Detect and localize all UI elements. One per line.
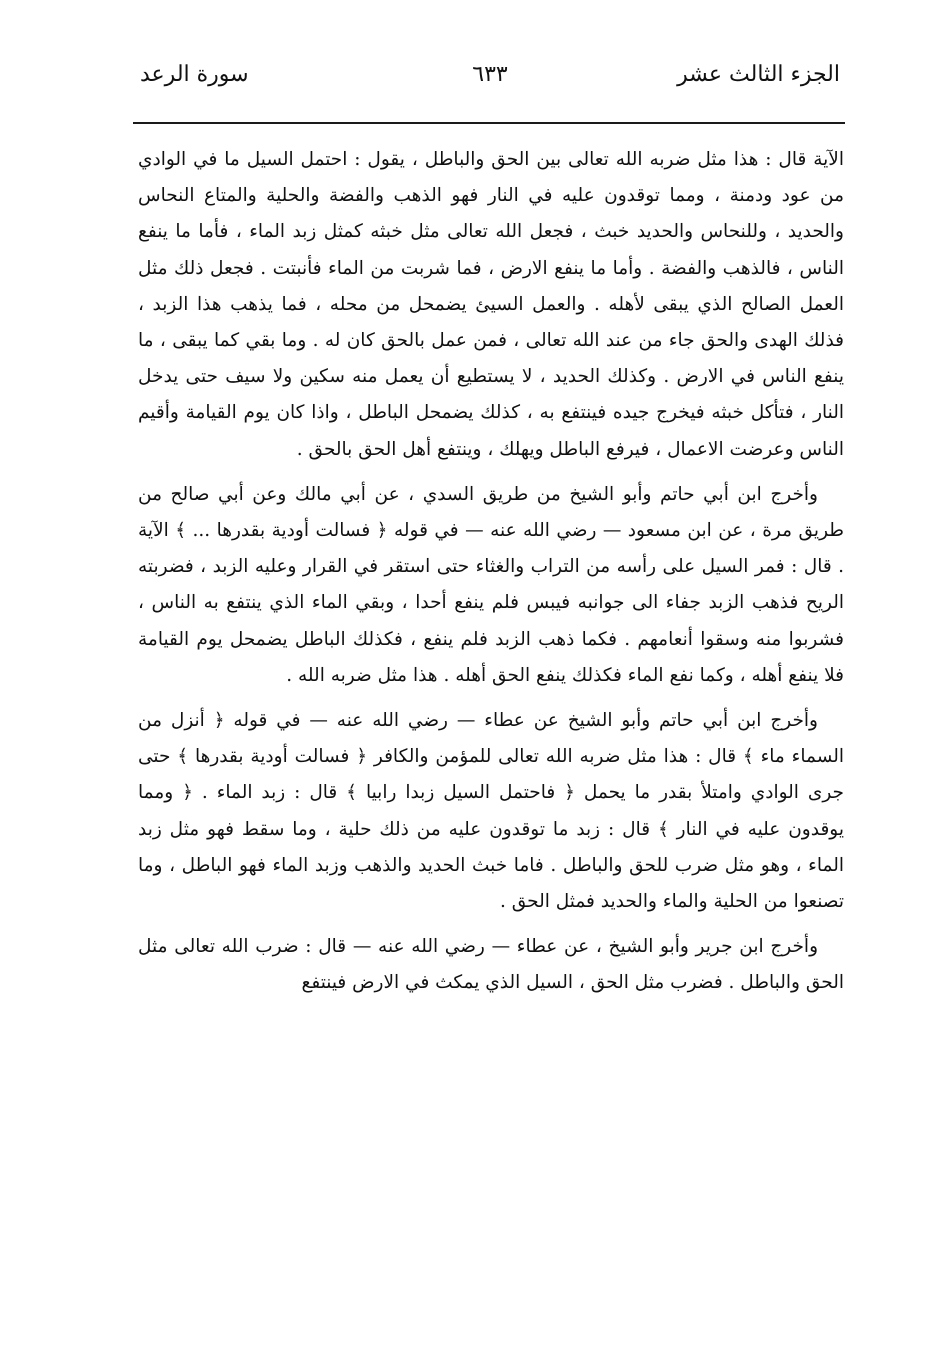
running-head-part: الجزء الثالث عشر <box>677 62 840 87</box>
page-header <box>140 62 840 102</box>
paragraph: وأخرج ابن أبي حاتم وأبو الشيخ من طريق السدي ، عن أبي مالك وعن أبي صالح من طريق مرة ، عن ابن مسعود — رضي الله عنه — في قوله ﴿ فسالت أودية بقدرها ... ﴾ الآية . قال : فمر السيل على رأسه من التراب والغثاء حتى استقر في القرار وعليه الزبد ، فضربته الريح فذهب الزبد جفاء الى جوانبه فيبس فلم ينفع أحدا ، وبقي الماء الذي ينتفع به الناس ، فشربوا منه وسقوا أنعامهم . فكما ذهب الزبد فلم ينفع ، فكذلك الباطل يضمحل يوم القيامة فلا ينفع أهله ، وكما نفع الماء فكذلك ينفع الحق أهله . هذا مثل ضربه الله . <box>138 483 844 686</box>
header-rule <box>133 122 845 124</box>
page-body <box>138 142 844 1002</box>
paragraph: وأخرج ابن جرير وأبو الشيخ ، عن عطاء — رضي الله عنه — قال : ضرب الله تعالى مثل الحق والباطل . فضرب مثل الحق ، السيل الذي يمكث في الارض فينتفع <box>138 936 844 994</box>
paragraph: وأخرج ابن أبي حاتم وأبو الشيخ عن عطاء — رضي الله عنه — في قوله ﴿ أنزل من السماء ماء ﴾ قال : هذا مثل ضربه الله تعالى للمؤمن والكافر ﴿ فسالت أودية بقدرها ﴾ حتى جرى الوادي وامتلأ بقدر ما يحمل ﴿ فاحتمل السيل زبدا رابيا ﴾ قال : زبد الماء . ﴿ ومما يوقدون عليه في النار ﴾ قال : زبد ما توقدون عليه من ذلك حلية ، وما سقط فهو مثل زبد الماء ، وهو مثل ضرب للحق والباطل . فاما خبث الحديد والذهب وزبد الماء فهو الباطل ، وما تصنعوا من الحلية والماء والحديد فمثل الحق . <box>138 710 844 913</box>
paragraph: الآية قال : هذا مثل ضربه الله تعالى بين الحق والباطل ، يقول : احتمل السيل ما في الوادي من عود ودمنة ، ومما توقدون عليه في النار فهو الذهب والفضة والحلية والمتاع النحاس والحديد ، وللنحاس والحديد خبث ، فجعل الله تعالى مثل خبثه كمثل زبد الماء ، فأما ما ينفع الناس ، فالذهب والفضة . وأما ما ينفع الارض ، فما شربت من الماء فأنبتت . فجعل ذلك مثل العمل الصالح الذي يبقى لأهله . والعمل السيئ يضمحل من محله ، فما يذهب هذا الزبد ، فذلك الهدى والحق جاء من عند الله تعالى ، فمن عمل بالحق كان له . وما بقي كما يبقى ، ما ينفع الناس في الارض . وكذلك الحديد ، لا يستطيع أن يعمل منه سكين ولا سيف حتى يدخل النار ، فتأكل خبثه فيخرج جيده فينتفع به ، كذلك يضمحل الباطل ، واذا كان يوم القيامة وأقيم الناس وعرضت الاعمال ، فيرفع الباطل ويهلك ، وينتفع أهل الحق بالحق . <box>138 149 844 460</box>
page-number: ٦٣٣ <box>472 62 508 87</box>
running-head-surah: سورة الرعد <box>140 62 249 87</box>
